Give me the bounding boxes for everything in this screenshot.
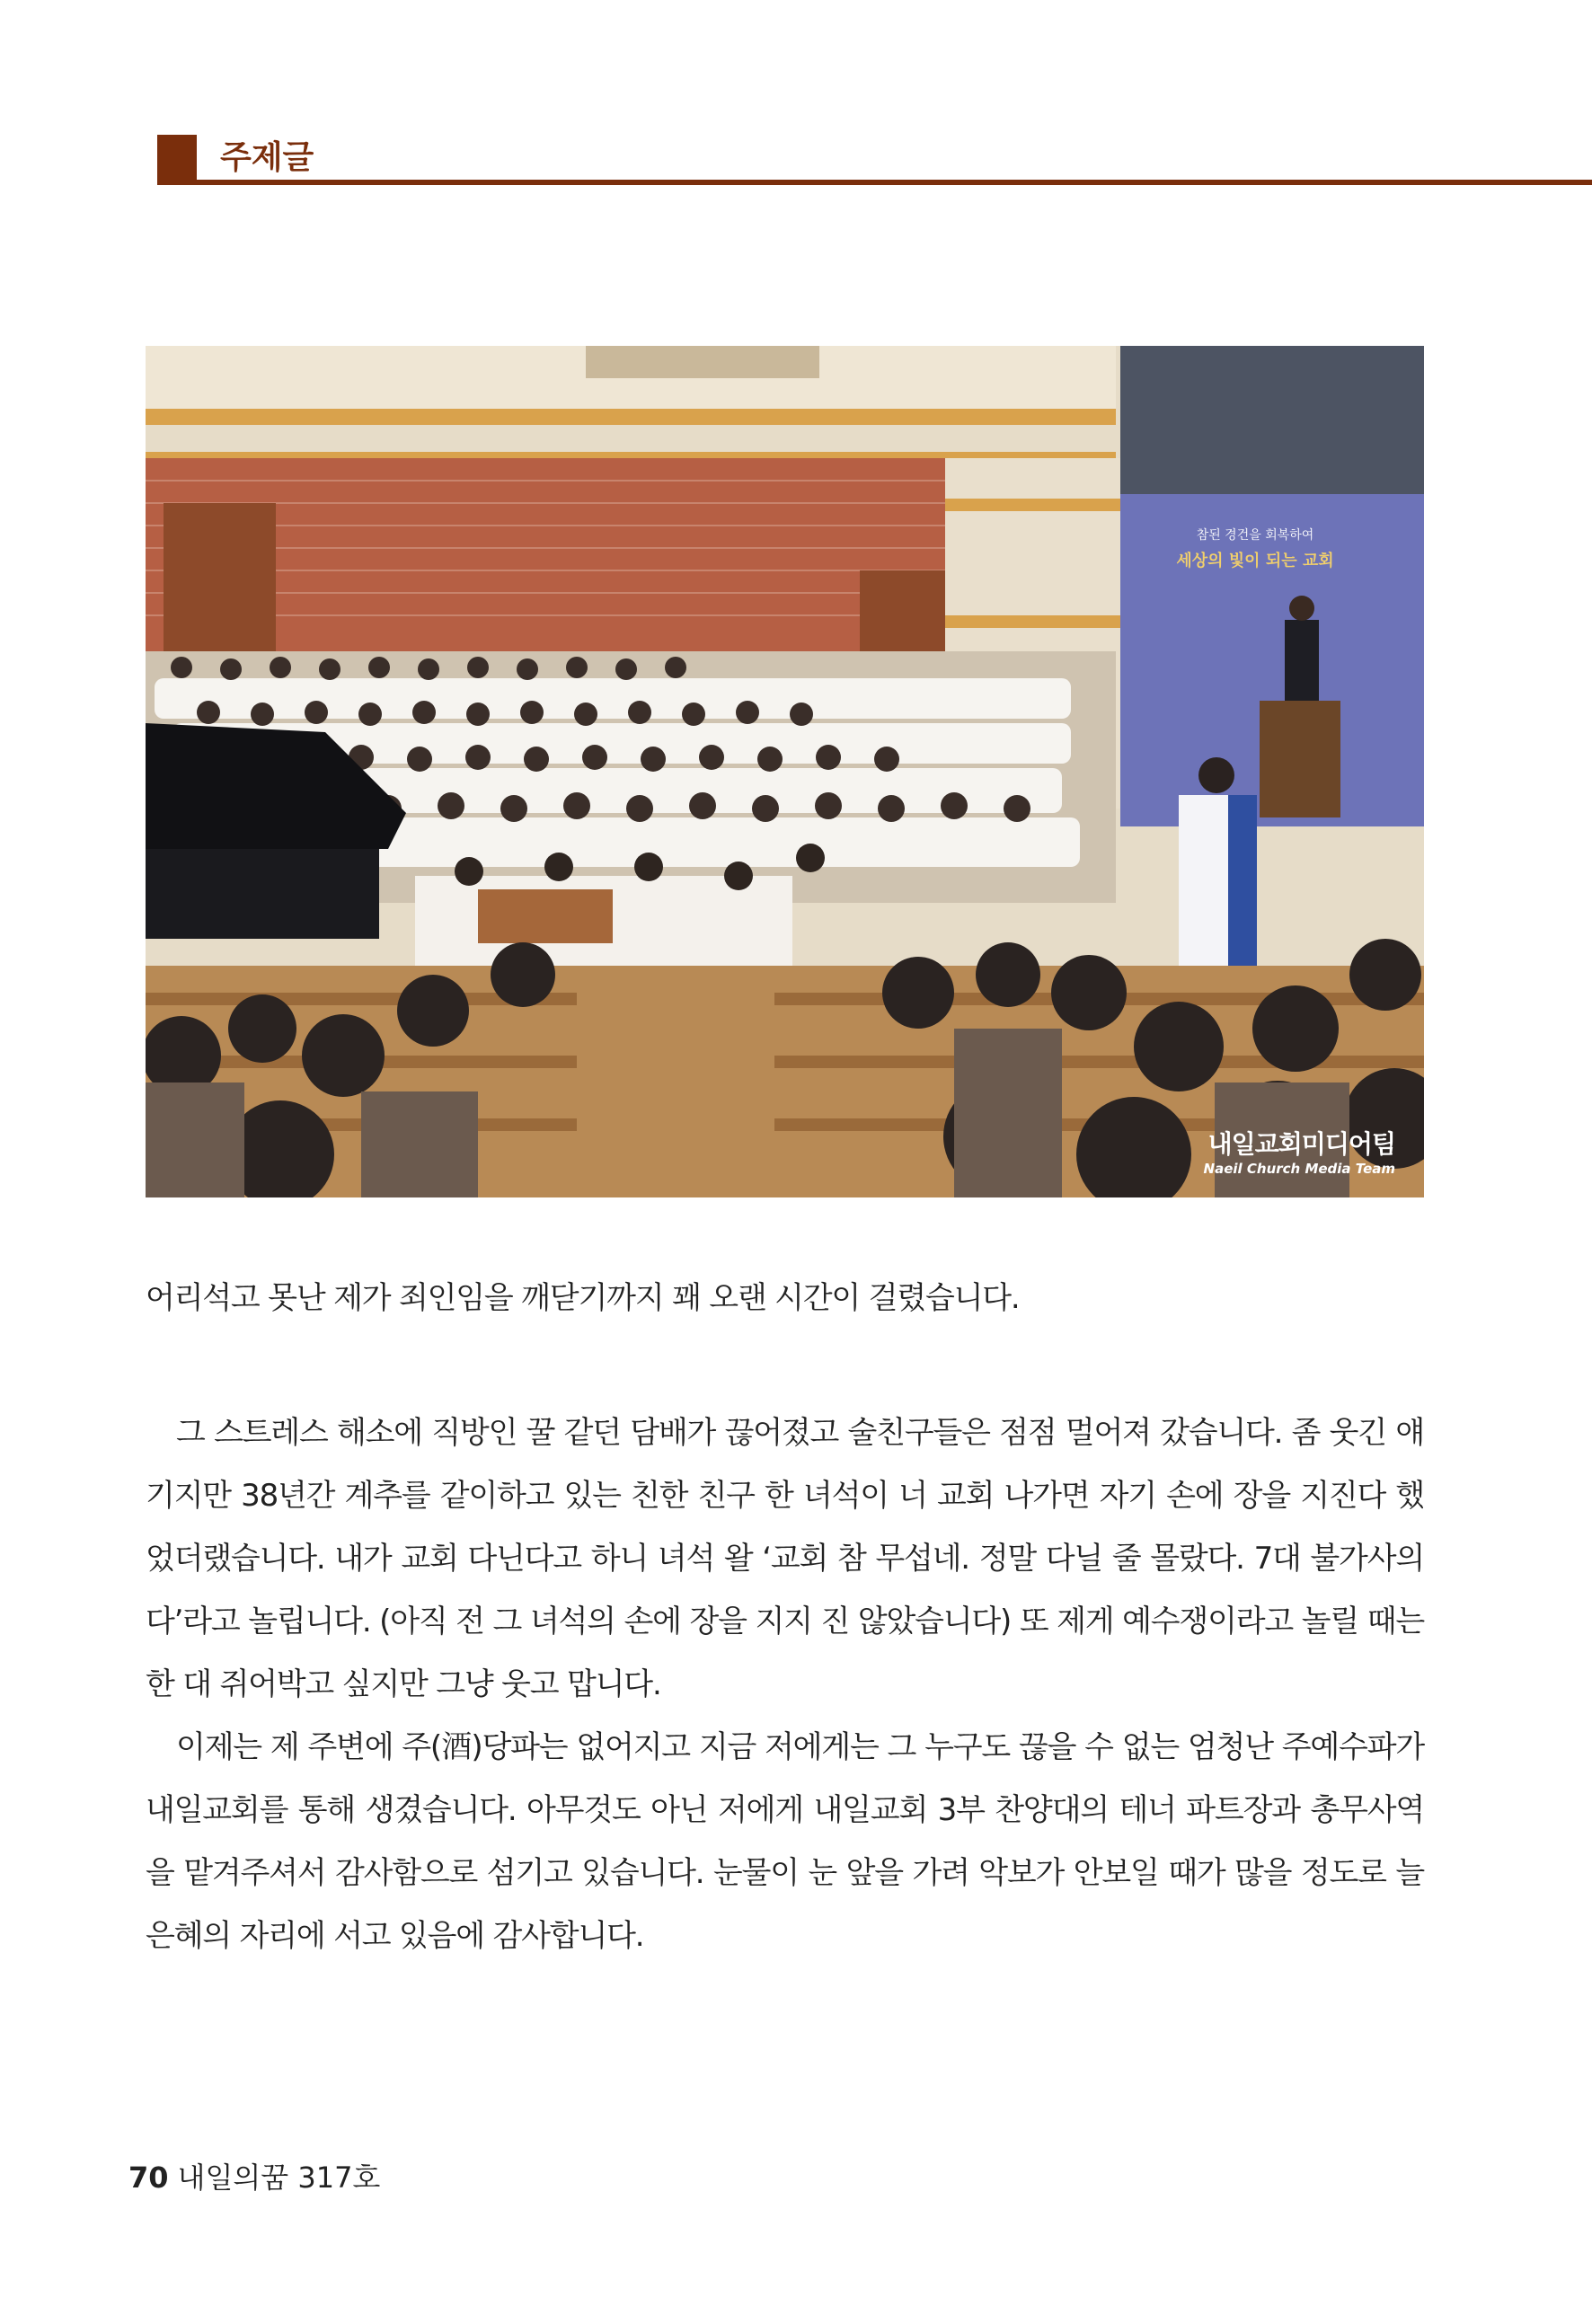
banner-line2: 세상의 빛이 되는 교회	[1176, 552, 1334, 570]
section-rule	[157, 180, 1592, 185]
section-title: 주제글	[220, 139, 314, 176]
choir-photo	[146, 346, 1424, 1197]
page-number: 70	[128, 2161, 169, 2195]
paragraph-2: 그 스트레스 해소에 직방인 꿀 같던 담배가 끊어졌고 술친구들은 점점 멀어져 갔습니다. 좀 웃긴 얘기지만 38년간 계추를 같이하고 있는 친한 친구 한 녀석이 너 교회 나가면 자기 손에 장을 지진다 했었더랬습니다. 내가 교회 다닌다고 하니 녀석 왈 ‘교회 참 무섭네. 정말 다닐 줄 몰랐다. 7대 불가사의다’라고 놀립니다. (아직 전 그 녀석의 손에 장을 지지 진 않았습니다) 또 제게 예수쟁이라고 놀릴 때는 한 대 쥐어박고 싶지만 그냥 웃고 맙니다.	[146, 1415, 1424, 1702]
section-marker	[157, 135, 197, 185]
watermark-sub: Naeil Church Media Team	[1203, 1161, 1395, 1177]
page-footer	[128, 2156, 380, 2199]
banner-line1: 참된 경건을 회복하여	[1196, 528, 1314, 543]
paragraph-3: 이제는 제 주변에 주(酒)당파는 없어지고 지금 저에게는 그 누구도 끊을 수 없는 엄청난 주예수파가 내일교회를 통해 생겼습니다. 아무것도 아닌 저에게 내일교회 3부 찬양대의 테너 파트장과 총무사역을 맡겨주셔서 감사함으로 섬기고 있습니다. 눈물이 눈 앞을 가려 악보가 안보일 때가 많을 정도로 늘 은혜의 자리에 서고 있음에 감사합니다.	[146, 1729, 1424, 1954]
first-paragraph: 어리석고 못난 제가 죄인임을 깨닫기까지 꽤 오랜 시간이 걸렸습니다.	[146, 1280, 1020, 1316]
watermark-main: 내일교회미디어팀	[1207, 1129, 1395, 1159]
watermark	[1204, 1129, 1395, 1178]
section-header	[157, 135, 1592, 185]
publication-name: 내일의꿈 317호	[177, 2161, 381, 2195]
body-paragraphs	[146, 1401, 1424, 1967]
